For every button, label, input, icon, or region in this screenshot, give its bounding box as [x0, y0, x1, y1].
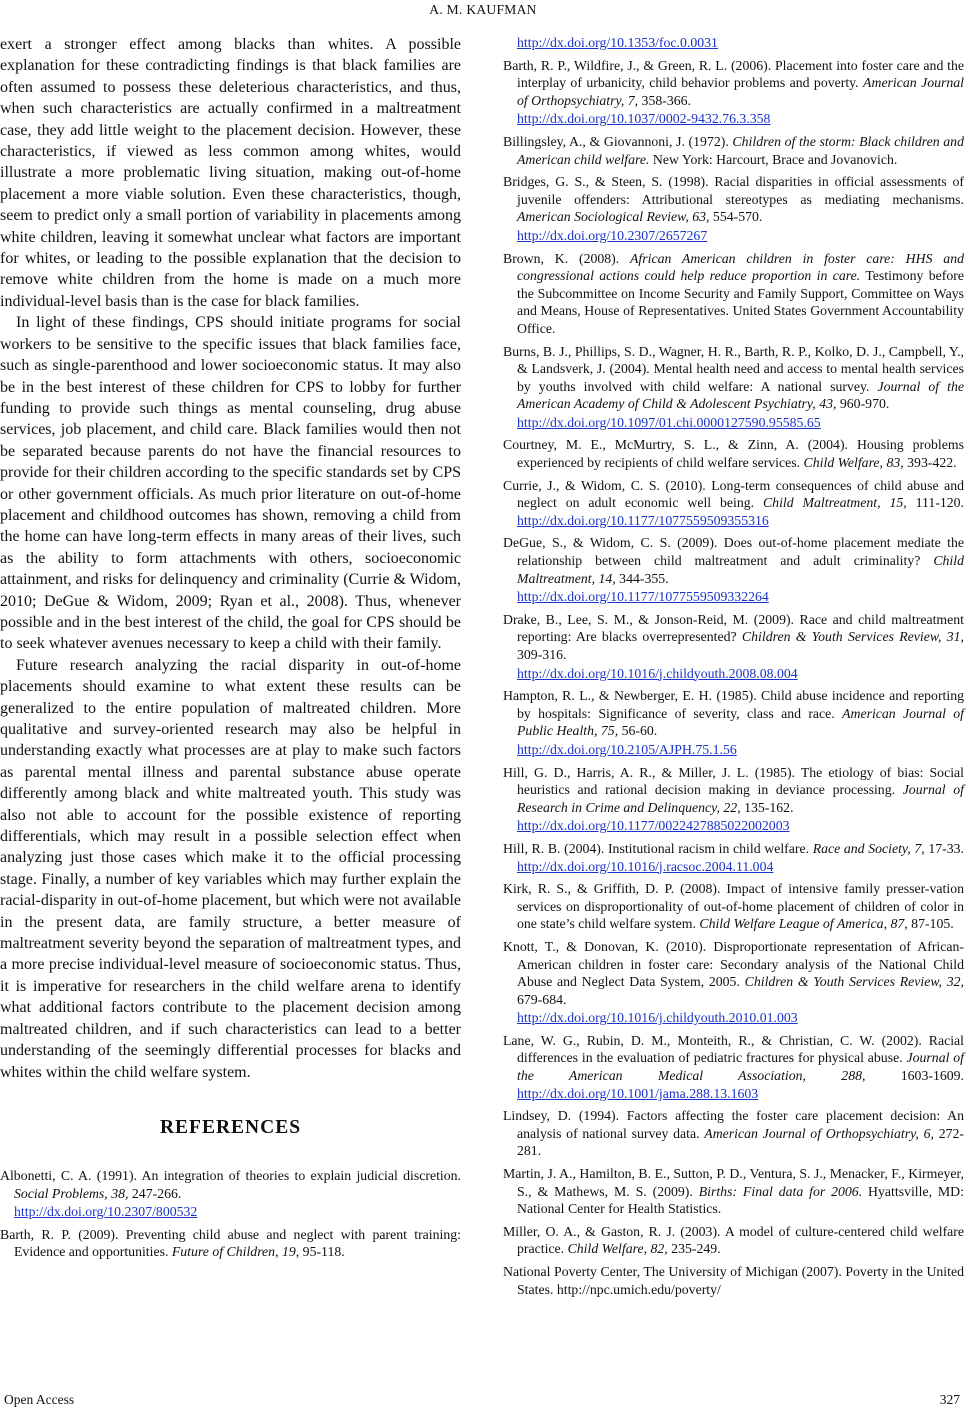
reference-pages: 17-33.: [924, 840, 964, 856]
reference-continuation: [503, 34, 964, 52]
doi-link[interactable]: http://dx.doi.org/10.1037/0002-9432.76.3.358: [517, 111, 771, 127]
doi-link[interactable]: http://dx.doi.org/10.1016/j.racsoc.2004.11.004: [517, 858, 774, 874]
reference-text: Lane, W. G., Rubin, D. M., Monteith, R., & Christian, C. W. (2002). Racial differences in the evaluation of pediatric fractures for physical abuse.: [503, 1032, 964, 1066]
body-paragraph: exert a stronger effect among blacks than whites. A possible explanation for these contradicting findings is that black families are often assumed to possess these deleterious characteristics, and thus, when such characteristics are actually confirmed in a maltreatment case, they add little weight to the placement decision. However, these characteristics, if viewed as less common among whites, would illustrate a more problematic living situation, making out-of-home placement a more viable solution. Even these characteristics, though, seem to predict only a small portion of variability in placements among white children, leaving it somewhat unclear what factors are important for whites, or leading to the possible explanation that the decision to remove white children from the home is made on a much more individual-level basis than is the case for black families.: [0, 36, 461, 310]
reference-source: Child Welfare, 82,: [567, 1241, 668, 1257]
doi-line: [517, 817, 964, 835]
reference-source: Births: Final data for 2006.: [698, 1183, 863, 1199]
references-list-left: [0, 1167, 461, 1261]
doi-line: [517, 110, 964, 128]
reference-source: Social Problems, 38,: [14, 1185, 129, 1201]
doi-link[interactable]: http://dx.doi.org/10.1016/j.childyouth.2008.08.004: [517, 665, 798, 681]
doi-line: [517, 414, 964, 432]
reference-entry: [503, 133, 964, 168]
page-number: 327: [939, 1392, 960, 1407]
reference-source: American Journal of Orthopsychiatry, 7,: [517, 75, 965, 108]
reference-source: Children & Youth Services Review, 31,: [741, 629, 964, 645]
reference-source: American Journal of Public Health, 75,: [517, 705, 964, 739]
reference-pages: 235-249.: [667, 1241, 721, 1257]
reference-text: Albonetti, C. A. (1991). An integration of theories to explain judicial discretion.: [0, 1167, 461, 1183]
reference-source: African American children in foster care: HHS and congressional actions could help reduce proportion in care.: [517, 250, 964, 284]
right-column: [503, 34, 964, 1303]
reference-text: Drake, B., Lee, S. M., & Jonson-Reid, M. (2009). Race and child maltreatment reporting: Are blacks overrepresented?: [503, 611, 964, 645]
reference-pages: Testimony before the Subcommittee on Income Security and Family Support, Committee on Ways and Means, House of Representatives. United States Government Accountability Office.: [517, 268, 964, 336]
references-heading: REFERENCES: [159, 1116, 302, 1138]
reference-pages: 95-118.: [299, 1244, 345, 1260]
reference-text: Hill, R. B. (2004). Institutional racism in child welfare.: [503, 840, 813, 856]
reference-source: Child Welfare League of America, 87,: [699, 916, 908, 932]
reference-text: Burns, B. J., Phillips, S. D., Wagner, H. R., Barth, R. P., Kolko, D. J., Campbell, Y., & Landsverk, J. (2004). Mental health need and access to mental health services by youths involved with child welfare: A national survey.: [503, 343, 964, 394]
reference-text: Currie, J., & Widom, C. S. (2010). Long-term consequences of child abuse and neglect on adult economic well being.: [503, 477, 964, 511]
reference-source: American Sociological Review, 63,: [517, 209, 710, 225]
doi-link[interactable]: http://dx.doi.org/10.1177/1077559509332264: [517, 589, 769, 605]
reference-source: Race and Society, 7,: [812, 840, 925, 856]
doi-line: [517, 588, 964, 606]
doi-line: [517, 665, 964, 683]
reference-source: Future of Children, 19,: [171, 1244, 300, 1260]
reference-source: Children of the storm: Black children and American child welfare.: [517, 133, 964, 167]
reference-source: American Journal of Orthopsychiatry, 6,: [704, 1125, 934, 1141]
reference-source: Journal of the American Academy of Child & Adolescent Psychiatry, 43,: [517, 378, 964, 412]
reference-pages: 960-970.: [836, 396, 890, 412]
reference-text: Barth, R. P. (2009). Preventing child abuse and neglect with parent training: Evidence and opportunities.: [0, 1226, 461, 1260]
reference-pages: 1603-1609.: [865, 1068, 964, 1084]
reference-entry: [503, 173, 964, 244]
doi-link[interactable]: http://dx.doi.org/10.1177/1077559509355316: [517, 512, 769, 528]
reference-text: Hill, G. D., Harris, A. R., & Miller, J. L. (1985). The etiology of bias: Social heuristics and rational decision making in deviance processing.: [503, 764, 964, 798]
reference-pages: 87-105.: [907, 916, 954, 932]
doi-link[interactable]: http://dx.doi.org/10.2105/AJPH.75.1.56: [517, 741, 737, 757]
doi-link[interactable]: http://dx.doi.org/10.1016/j.childyouth.2010.01.003: [517, 1010, 798, 1026]
reference-entry: [503, 687, 964, 758]
body-paragraph: In light of these findings, CPS should initiate programs for social workers to be sensitive to the specific issues that black families face, such as single-parenthood and lower socioeconomic status. It may also be in the best interest of these children for CPS to lobby for further funding to provide such things as mental counseling, drug abuse services, job placement, and child care. Black families would then not be separated because parents do not have the financial resources to provide for their children according to the specific standards set by CPS or other government officials. As much prior literature on out-of-home placement and childhood outcomes has shown, removing a child from the home can have long-term effects in many areas of their lives, such as the ability to form attachments with others, socioeconomic attainment, and risks for delinquency and criminality (Currie & Widom, 2010; DeGue & Widom, 2009; Ryan et al., 2008). Thus, whenever possible and in the best interest of the child, the goal for CPS should be to seek whatever avenues necessary to keep a child with their family.: [0, 314, 461, 653]
reference-entry: [503, 57, 964, 128]
reference-text: Barth, R. P., Wildfire, J., & Green, R. L. (2006). Placement into foster care and the interplay of urbanicity, child behavior problems and poverty.: [503, 57, 964, 91]
body-paragraph: Future research analyzing the racial disparity in out-of-home placements should examine to what extent these results can be generalized to the entire population of maltreated children. More qualitative and survey-oriented research may also be helpful in understanding exactly what processes are at play to make such factors as parental mental illness and parental substance abuse operate differently among black and white maltreated youth. This study was also not able to account for the possible existence of reporting differentials, which may result in a possible selection effect when analyzing just those cases which make it to the official processing stage. Finally, a number of key variables which may further explain the racial-disparity in out-of-home placement, but which were not available in the present data, are family structure, a better measure of maltreatment severity beyond the separation of maltreatment types, and a more precise individual-level measure of socioeconomic status. Thus, it is imperative for researchers in the child welfare arena to identify what additional factors contribute to the placement decision among maltreated children, and if such characteristics can lead to a better understanding of the seemingly differential processes for blacks and whites within the child welfare system.: [0, 656, 461, 1081]
reference-text: National Poverty Center, The University of Michigan (2007). Poverty in the United States. http://npc.umich.edu/poverty/: [503, 1264, 964, 1297]
reference-entry: [0, 1167, 461, 1221]
reference-entry: [503, 1032, 964, 1102]
reference-source: Journal of Research in Crime and Delinquency, 22,: [517, 782, 964, 815]
reference-entry: [0, 1226, 461, 1261]
reference-pages: 135-162.: [740, 799, 794, 815]
reference-text: Kirk, R. S., & Griffith, D. P. (2008). Impact of intensive family presser-vation services on disproportionality of out-of-home placement of children of color in one state’s child welfare system.: [503, 881, 964, 932]
reference-entry: [503, 1107, 964, 1160]
reference-pages: 679-684.: [517, 991, 567, 1007]
reference-text: Miller, O. A., & Gaston, R. J. (2003). A model of culture-centered child welfare practice.: [503, 1223, 964, 1257]
reference-entry: [503, 611, 964, 682]
reference-pages: 554-570.: [709, 209, 763, 225]
reference-entry: [503, 1165, 964, 1218]
reference-text: Brown, K. (2008).: [503, 250, 630, 266]
reference-entry: [503, 1263, 964, 1298]
footer-open-access: Open Access: [4, 1392, 75, 1407]
reference-text: Knott, T., & Donovan, K. (2010). Disproportionate representation of African-American children in foster care: Secondary analysis of the National Child Abuse and Neglect Data System, 2005.: [503, 938, 964, 990]
reference-pages: Hyattsville, MD: National Center for Health Statistics.: [517, 1183, 964, 1217]
reference-pages: 111-120.: [906, 495, 964, 511]
reference-text: Bridges, G. S., & Steen, S. (1998). Racial disparities in official assessments of juvenile offenders: Attributional stereotypes as mediating mechanisms.: [503, 174, 964, 207]
reference-entry: [503, 436, 964, 471]
reference-pages: 272-281.: [517, 1125, 964, 1159]
reference-pages: 358-366.: [638, 92, 691, 108]
reference-source: Child Welfare, 83,: [803, 455, 904, 471]
reference-source: Children & Youth Services Review, 32,: [744, 974, 964, 990]
doi-line: [14, 1203, 461, 1221]
reference-text: Hampton, R. L., & Newberger, E. H. (1985). Child abuse incidence and reporting by hospitals: Significance of severity, class and race.: [503, 688, 964, 721]
reference-pages: 309-316.: [517, 647, 567, 662]
doi-link[interactable]: http://dx.doi.org/10.1097/01.chi.0000127590.95585.65: [517, 414, 821, 430]
reference-entry: [503, 343, 964, 432]
reference-entry: [503, 938, 964, 1027]
running-title: A. M. KAUFMAN: [429, 2, 537, 17]
doi-line: [517, 741, 964, 759]
reference-pages: New York: Harcourt, Brace and Jovanovich.: [649, 151, 898, 167]
reference-entry: [503, 1223, 964, 1258]
reference-entry: [503, 764, 964, 835]
reference-text: Lindsey, D. (1994). Factors affecting the foster care placement decision: An analysis of national survey data.: [503, 1108, 964, 1141]
reference-entry: [503, 477, 964, 530]
doi-line: [517, 1009, 964, 1027]
doi-link[interactable]: http://dx.doi.org/10.2307/2657267: [517, 227, 708, 243]
references-list-right: [503, 57, 964, 1299]
reference-entry: [503, 880, 964, 933]
doi-link[interactable]: http://dx.doi.org/10.1177/0022427885022002003: [517, 818, 790, 834]
reference-pages: 344-355.: [615, 570, 669, 586]
reference-text: Courtney, M. E., McMurtry, S. L., & Zinn, A. (2004). Housing problems experienced by recipients of child welfare services.: [503, 437, 964, 471]
reference-source: Journal of the American Medical Association, 288,: [517, 1050, 964, 1084]
reference-entry: [503, 250, 964, 338]
reference-pages: 393-422.: [903, 455, 957, 471]
reference-source: Child Maltreatment, 15,: [762, 495, 907, 511]
doi-line: [517, 227, 964, 245]
reference-text: Billingsley, A., & Giovannoni, J. (1972).: [503, 133, 733, 149]
reference-entry: [503, 534, 964, 605]
left-column: [0, 34, 461, 1266]
reference-text: DeGue, S., & Widom, C. S. (2009). Does out-of-home placement mediate the relationship between child maltreatment and adult criminality?: [503, 535, 964, 569]
reference-text: Martin, J. A., Hamilton, B. E., Sutton, P. D., Ventura, S. J., Menacker, F., Kirmeyer, S., & Mathews, M. S. (2009).: [503, 1166, 964, 1199]
reference-pages: 247-266.: [128, 1185, 182, 1201]
reference-entry: [503, 840, 964, 875]
doi-link[interactable]: http://dx.doi.org/10.2307/800532: [14, 1204, 198, 1220]
reference-source: Child Maltreatment, 14,: [517, 553, 964, 586]
doi-link[interactable]: http://dx.doi.org/10.1001/jama.288.13.1603: [517, 1085, 759, 1101]
doi-link[interactable]: http://dx.doi.org/10.1353/foc.0.0031: [517, 35, 718, 50]
reference-pages: 56-60.: [618, 723, 658, 739]
